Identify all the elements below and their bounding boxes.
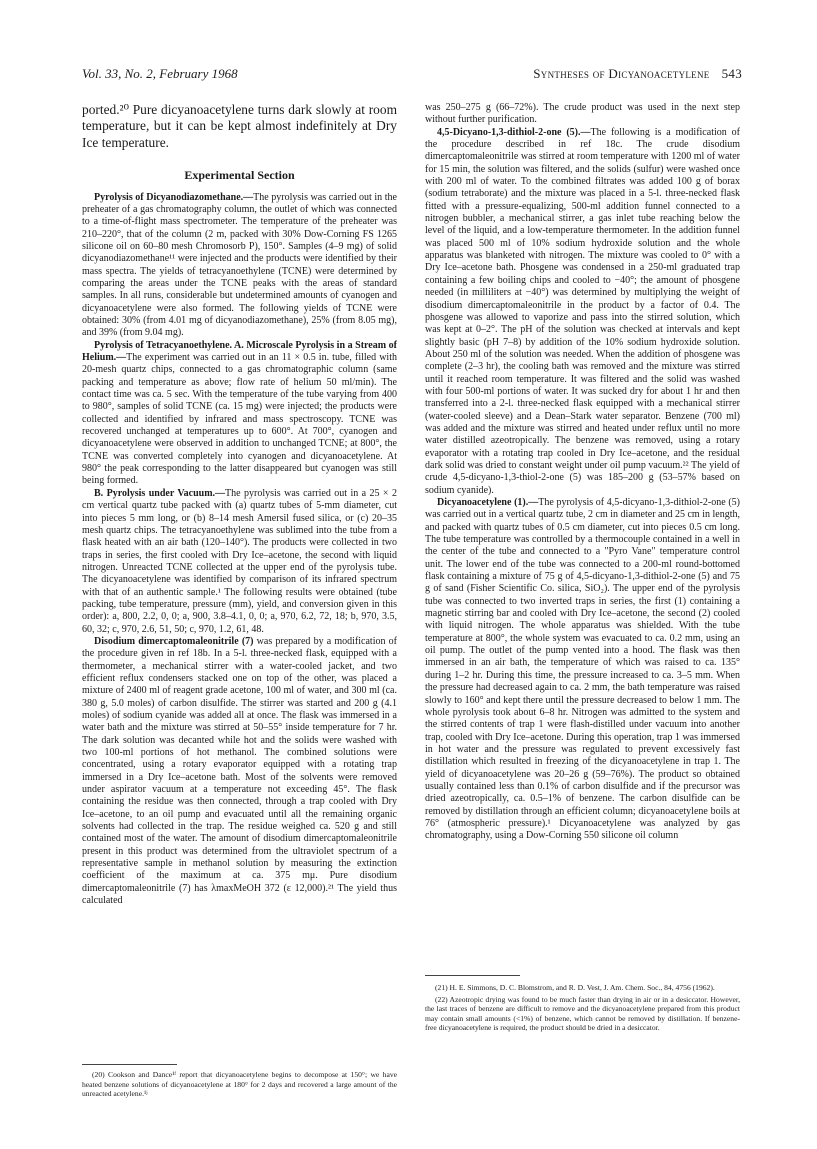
paragraph-text: The pyrolysis was carried out in a 25 × 2 cm vertical quartz tube packed with (a) quartz tubes of 5-mm diameter, cut into pieces 5 mm long, or (b) 8–14 mesh Amersil fused silica, or (c) 20–35 mesh quartz chips. The tetracyanoethylene was sublimed into the tube from a flask heated with an air bath (120–140°). The products were collected in two traps in series, the first cooled with Dry Ice–acetone, the second with liquid nitrogen. Unreacted TCNE collected at the upper end of the pyrolysis tube. The dicyanoacetylene was identified by comparison of its infrared spectrum with that of an authentic sample.¹ The following results were obtained (tube packing, tube temperature, pressure (mm), yield, and conversion given in this order): a, 800, 2.2, 0, 0; a, 900, 3.8–4.1, 0, 0; a, 970, 6.2, 72, 18; b, 970, 3.5, 60, 32; c, 970, 2.6, 51, 50; c, 970, 1.2, 61, 48. [82, 487, 397, 635]
paragraph-disodium-dimercaptomaleonitrile [82, 636, 397, 908]
paragraph-text: The pyrolysis of 4,5-dicyano-1,3-dithiol-2-one (5) was carried out in a vertical quartz tube, 2 cm in diameter and 25 cm in length, and packed with quartz tubes of 0.5 cm diameter, cut into pieces 0.5 cm long. The tube temperature was controlled by a thermocouple contained in a well in the center of the tube and connected to a "Pyro Vane" temperature control unit. The lower end of the tube was connected to a 200-ml round-bottomed flask containing a mixture of 75 g of 4,5-dicyano-1,3-dithiol-2-one (5) and 75 g of sand (Fisher Scientific Co. silica, SiO₂). The upper end of the pyrolysis tube was connected to two inverted traps in series, the first (1) containing a magnetic stirring bar and cooled with Dry Ice–acetone, the second (2) cooled with liquid nitrogen. The whole apparatus was shielded. With the tube temperature at 800°, the whole system was evacuated to ca. 0.2 mm, using an oil pump. The outlet of the pump vented into a hood. The flask was then immersed in an air bath, the temperature of which was raised to ca. 135° during 1–2 hr. During this time, the pressure increased to ca. 3–5 mm. When the pressure had decreased again to ca. 2 mm, the bath temperature was raised slowly to 160° and kept there until the pressure decreased to below 1 mm. The whole pyrolysis took about 6–8 hr. Nitrogen was admitted to the system and the stirred contents of trap 1 were flash-distilled under vacuum into another trap, cooled with Dry Ice–acetone. During this operation, trap 1 was immersed in hot water and the pressure was regulated to prevent excessively fast distillation which resulted in freezing of the dicyanoacetylene in trap 1. The yield of dicyanoacetylene was 20–26 g (59–76%). The product so obtained usually contained less than 0.1% of carbon disulfide and if the precursor was dried azeotropically, ca. 0.5–1% of benzene. The carbon disulfide can be removed by distillation through an efficient column; dicyanoacetylene boils at 76° (atmospheric pressure).¹ Dicyanoacetylene was analyzed by gas chromatography, using a Dow-Corning 550 silicone oil column [425, 497, 740, 842]
paragraph-text: was prepared by a modification of the procedure given in ref 18b. In a 5-l. three-necked flask, equipped with a thermometer, a mechanical stirrer with a water-cooled jacket, and two efficient reflux condensers stacked one on top of the other, was placed a mixture of 2400 ml of reagent grade acetone, 100 ml of water, and 300 ml (ca. 380 g, 5.0 moles) of carbon disulfide. The stirrer was started and 200 g (4.1 moles) of sodium cyanide was added all at once. The flask was immersed in a water bath and the mixture was stirred at 50–55° inside temperature for 7 hr. The dark solution was decanted while hot and the solids were washed with two 100-ml portions of hot methanol. The combined solutions were concentrated, using a rotary evaporator equipped with a rotating trap immersed in a Dry Ice–acetone bath. Most of the solvents were removed under aspirator vacuum at a temperature not exceeding 45°. The flask containing the residue was then connected, through a trap cooled with Dry Ice–acetone, to an oil pump and evacuated until all the remaining organic solvents had collected in the trap. The residue weighed ca. 520 g and still contained most of the water. The amount of disodium dimercaptomaleonitrile present in this product was determined from the ultraviolet spectrum of a representative sample in methanol solution by measuring the extinction coefficient of the maximum at ca. 375 mμ. Pure disodium dimercaptomaleonitrile (7) has λmaxMeOH 372 (ε 12,000).²¹ The yield thus calculated [82, 635, 397, 907]
paragraph-text: was 250–275 g (66–72%). The crude product was used in the next step without further purification. [425, 102, 740, 126]
paragraph-pyrolysis-under-vacuum [82, 488, 397, 636]
paragraph-text: The pyrolysis was carried out in the preheater of a gas chromatography column, the outlet of which was connected to a time-of-flight mass spectrometer. The temperature of the preheater was 210–220°, that of the column (2 m, packed with 30% Dow-Corning FS 1265 silicone oil on 60–80 mesh Chromosorb P), 150°. Samples (4–9 mg) of solid dicyanodiazomethane¹¹ were injected and the products were identified by their mass spectra. The yields of tetracyanoethylene (TCNE) were determined by comparing the areas under the TCNE peaks with the areas of standard samples. In all runs, considerable but undetermined amounts of cyanogen and dicyanoacetylene were also formed. The following yields of TCNE were obtained: 30% (from 4.01 mg of dicyanodiazomethane), 25% (from 8.05 mg), and 39% (from 9.04 mg). [82, 191, 397, 339]
paragraph-heading: Disodium dimercaptomaleonitrile (7) [94, 635, 254, 647]
paragraph-yield-continued [425, 102, 740, 127]
paragraph-text: The experiment was carried out in an 11 × 0.5 in. tube, filled with 20-mesh quartz chips, connected to a gas chromatographic column (same packing and temperature as above; flow rate of helium 50 ml/min). The contact time was ca. 5 sec. With the temperature of the tube varying from 400 to 980°, samples of solid TCNE (ca. 15 mg) were injected; the products were collected and identified by infrared and mass spectroscopy. TCNE was recovered unchanged at temperatures up to 600°. At 700°, cyanogen and dicyanoacetylene were observed in addition to unchanged TCNE; at 800°, the TCNE was converted completely into cyanogen and dicyanoacetylene. At 980° the peak corresponding to the latter disappeared but cyanogen was still being formed. [82, 352, 397, 487]
paragraph-pyrolysis-dicyanodiazomethane [82, 192, 397, 340]
paragraph-dicyanoacetylene [425, 497, 740, 843]
footnote-rule [425, 975, 520, 976]
short-title-text: Syntheses of Dicyanoacetylene [533, 66, 710, 81]
footnotes-left [82, 1070, 397, 1101]
journal-issue-label: Vol. 33, No. 2, February 1968 [82, 66, 238, 81]
footnote-22: (22) Azeotropic drying was found to be much faster than drying in air or in a desiccator. However, the last traces of benzene are difficult to remove and the dicyanoacetylene prepared from this product may contain small amounts (<1%) of benzene, which cannot be removed by distillation. If benzene-free dicyanoacetylene is required, the product should be dried in a desiccator. [425, 994, 740, 1033]
right-column [425, 102, 740, 843]
footnote-21: (21) H. E. Simmons, D. C. Blomstrom, and R. D. Vest, J. Am. Chem. Soc., 84, 4756 (1962). [435, 983, 715, 992]
paragraph-text: The following is a modification of the procedure described in ref 18c. The crude disodium dimercaptomaleonitrile was stirred at room temperature with 1200 ml of water for 15 min, the solution was filtered, and the solids (sulfur) were washed once with 200 ml of water. To the combined filtrates was added 100 g of borax (sodium tetraborate) and the mixture was placed in a 5-l. three-necked flask fitted with a pressure-equalizing, 500-ml addition funnel connected to a nitrogen bubbler, a mechanical stirrer, a gas inlet tube reaching below the level of the liquid, and a low-temperature thermometer. In the addition funnel was placed 500 ml of 10% sodium hydroxide solution and the whole apparatus was blanketed with nitrogen. The mixture was cooled to 0° with a Dry Ice–acetone bath. Phosgene was condensed in a 250-ml graduated trap containing a few boiling chips and cooled to −40°; the amount of phosgene needed (in milliliters at −40°) was determined by multiplying the weight of disodium dimercaptomaleonitrile in the product by a factor of 0.4. The phosgene was allowed to vaporize and pass into the stirred solution, which was kept at 0–2°. The pH of the solution was checked at intervals and kept slightly basic (pH 7–8) by addition of the 10% sodium hydroxide solution. About 250 ml of the solution was needed. When the addition of phosgene was complete (2–3 hr), the cooling bath was removed and the mixture was stirred until it reached room temperature. It was filtered and the solid was washed with four 500-ml portions of water. It was sucked dry for about 1 hr and then transferred into a 2-l. three-necked flask equipped with a mechanical stirrer (water-cooled sleeve) and a Dean–Stark water separator. Benzene (700 ml) was added and the mixture was stirred and heated under reflux until no more water distilled azeotropically. The benzene was removed, using a rotary evaporator with a rotating trap cooled in Dry Ice–acetone, and the residual dark solid was dried to constant weight under oil pump vacuum.²² The yield of crude 4,5-dicyano-1,3-thiol-2-one (5) was 185–200 g (53–57% based on sodium cyanide). [425, 126, 740, 496]
paragraph-pyrolysis-tcne-microscale [82, 340, 397, 488]
paragraph-heading: Pyrolysis of Tetracyanoethylene. A. Microscale Pyrolysis in a Stream of Helium.— [82, 339, 397, 364]
left-column [82, 102, 397, 908]
page-number: 543 [721, 66, 742, 81]
paragraph-heading: 4,5-Dicyano-1,3-dithiol-2-one (5).— [437, 126, 591, 138]
paragraph-dicyano-dithiolone [425, 127, 740, 497]
footnote-20: (20) Cookson and Dance¹ᶠ report that dicyanoacetylene begins to decompose at 150°; we have heated benzene solutions of dicyanoacetylene at 180° for 2 days and recovered a large amount of the unreacted acetylene.¹ʲ [82, 1070, 397, 1099]
paragraph-heading: B. Pyrolysis under Vacuum.— [94, 487, 226, 499]
footnotes-right [425, 983, 740, 1035]
paragraph-heading: Dicyanoacetylene (1).— [437, 497, 539, 508]
paragraph-heading: Pyrolysis of Dicyanodiazomethane.— [94, 191, 254, 203]
footnote-rule [82, 1064, 177, 1065]
article-short-title [533, 66, 742, 82]
running-head [82, 66, 742, 86]
section-heading: Experimental Section [184, 168, 295, 183]
continued-paragraph: ported.²⁰ Pure dicyanoacetylene turns dark slowly at room temperature, but it can be kept almost indefinitely at Dry Ice temperature. [82, 102, 397, 150]
